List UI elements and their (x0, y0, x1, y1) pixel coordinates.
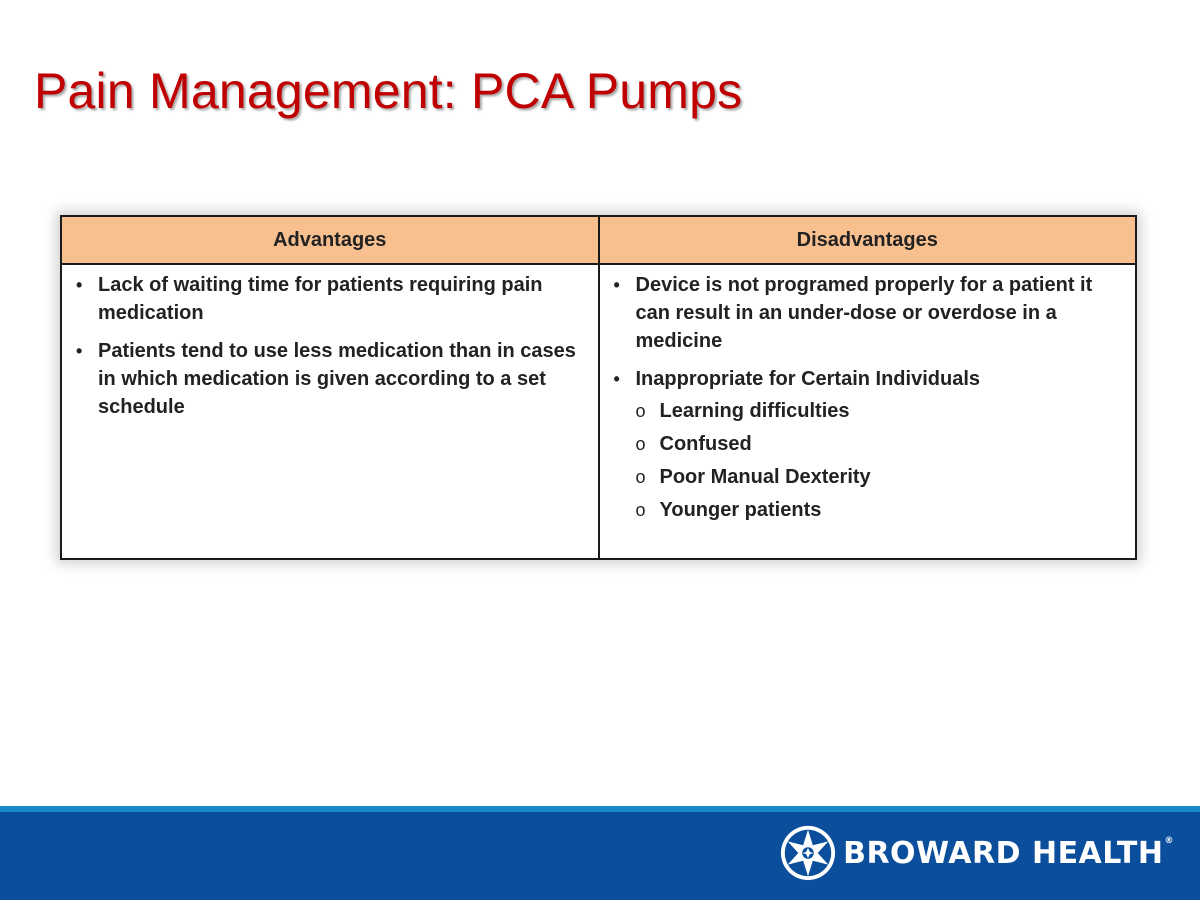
sub-bullet-icon: o (635, 401, 646, 421)
comparison-table-container (60, 215, 1137, 560)
header-disadvantages: Disadvantages (599, 216, 1137, 264)
list-item-text: Patients tend to use less medication than in cases in which medication is given according to a set schedule (98, 340, 576, 418)
sub-list-item-text: Poor Manual Dexterity (659, 466, 871, 488)
sub-list-item (636, 430, 1122, 458)
list-item (614, 365, 1122, 524)
list-item (76, 271, 584, 327)
advantages-cell (61, 264, 599, 559)
advantages-list (76, 271, 584, 421)
list-item (614, 271, 1122, 355)
star-logo-icon (779, 824, 837, 882)
footer-bar (0, 812, 1200, 900)
sub-list-item (636, 397, 1122, 425)
sub-list-item (636, 496, 1122, 524)
sub-list (636, 397, 1122, 524)
sub-list-item-text: Younger patients (659, 499, 822, 521)
list-item-text: Inappropriate for Certain Individuals (635, 368, 980, 390)
list-item-text: Device is not programed properly for a patient it can result in an under-dose or overdose in a medicine (635, 274, 1093, 352)
bullet-icon: • (613, 275, 620, 295)
sub-bullet-icon: o (635, 467, 646, 487)
sub-list-item-text: Confused (659, 433, 752, 455)
sub-list-item-text: Learning difficulties (659, 400, 850, 422)
sub-list-item (636, 463, 1122, 491)
list-item-text: Lack of waiting time for patients requiring pain medication (98, 274, 543, 324)
logo-text (843, 836, 1174, 871)
disadvantages-cell (599, 264, 1137, 559)
registered-mark: ® (1164, 835, 1174, 846)
list-item (76, 337, 584, 421)
bullet-icon: • (76, 341, 83, 361)
broward-health-logo (779, 824, 1174, 882)
disadvantages-list (614, 271, 1122, 524)
logo-wordmark: BROWARD HEALTH (843, 835, 1164, 871)
header-advantages: Advantages (61, 216, 599, 264)
bullet-icon: • (76, 275, 83, 295)
sub-bullet-icon: o (635, 500, 646, 520)
sub-bullet-icon: o (635, 434, 646, 454)
bullet-icon: • (613, 369, 620, 389)
comparison-table (60, 215, 1137, 560)
slide-title: Pain Management: PCA Pumps (34, 63, 743, 119)
